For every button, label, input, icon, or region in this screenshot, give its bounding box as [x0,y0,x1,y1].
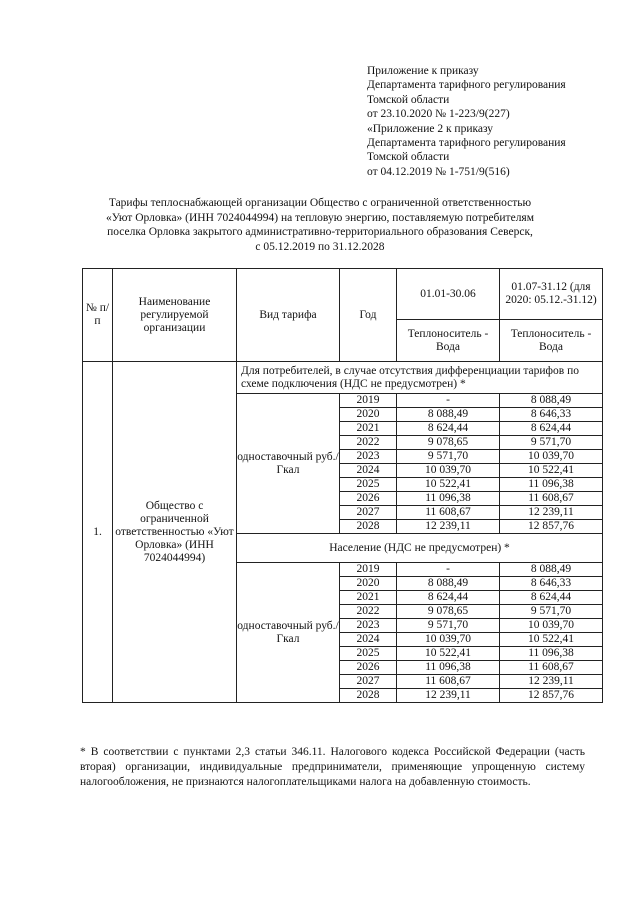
appendix-block [367,64,566,179]
tariff-h2-cell: 12 857,76 [500,520,603,534]
tariff-h2-cell: 11 608,67 [500,661,603,675]
tariff-h1-cell: 10 522,41 [397,478,500,492]
appendix-line: Томской области [367,151,450,164]
tariff-h1-cell: 10 039,70 [397,464,500,478]
year-cell: 2020 [340,577,397,591]
tariff-h2-cell: 10 522,41 [500,633,603,647]
appendix-line: от 04.12.2019 № 1-751/9(516) [367,165,510,178]
tariff-h1-cell: 12 239,11 [397,520,500,534]
tariff-h2-cell: 10 522,41 [500,464,603,478]
tariff-h2-cell: 8 088,49 [500,563,603,577]
header-carrier-2: Теплоноситель - Вода [500,320,603,362]
section-heading-row [83,362,603,394]
tariff-h2-cell: 8 624,44 [500,422,603,436]
tariff-h1-cell: 11 096,38 [397,661,500,675]
year-cell: 2022 [340,436,397,450]
tariff-h1-cell: 11 608,67 [397,506,500,520]
year-cell: 2019 [340,394,397,408]
appendix-line: Томской области [367,93,450,106]
appendix-line: «Приложение 2 к приказу [367,122,494,135]
tariff-h1-cell: 8 088,49 [397,408,500,422]
year-cell: 2023 [340,619,397,633]
year-cell: 2025 [340,647,397,661]
tariff-h2-cell: 12 239,11 [500,675,603,689]
tariff-h2-cell: 8 646,33 [500,408,603,422]
header-organization: Наименование регулируемой организации [113,269,237,362]
title-line: поселка Орловка закрытого административно-территориального образования Северск, [107,226,533,239]
tariff-h1-cell: 11 608,67 [397,675,500,689]
document-title [90,196,550,254]
tariff-h2-cell: 8 088,49 [500,394,603,408]
tariff-type: одноставочный руб./Гкал [237,563,340,703]
year-cell: 2021 [340,422,397,436]
year-cell: 2028 [340,689,397,703]
title-line: «Уют Орловка» (ИНН 7024044994) на тепловую энергию, поставляемую потребителям [105,211,534,224]
tariff-h2-cell: 9 571,70 [500,605,603,619]
tariff-type: одноставочный руб./Гкал [237,394,340,534]
header-period-1: 01.01-30.06 [397,269,500,320]
year-cell: 2026 [340,492,397,506]
appendix-line: от 23.10.2020 № 1-223/9(227) [367,108,510,121]
year-cell: 2022 [340,605,397,619]
tariff-h2-cell: 11 608,67 [500,492,603,506]
year-cell: 2028 [340,520,397,534]
year-cell: 2020 [340,408,397,422]
year-cell: 2025 [340,478,397,492]
year-cell: 2024 [340,464,397,478]
year-cell: 2027 [340,675,397,689]
footnote: * В соответствии с пунктами 2,3 статьи 346.11. Налогового кодекса Российской Федерации (часть вторая) организации, индивидуальные предприниматели, применяющие упрощенную систему налогообложения, не признаются налогоплательщиками налога на добавленную стоимость. [80,746,585,789]
year-cell: 2021 [340,591,397,605]
tariff-h1-cell: 10 039,70 [397,633,500,647]
tariff-h1-cell: 9 078,65 [397,436,500,450]
tariff-h1-cell: - [397,394,500,408]
tariff-h2-cell: 12 239,11 [500,506,603,520]
year-cell: 2019 [340,563,397,577]
section-heading: Для потребителей, в случае отсутствия дифференциации тарифов по схеме подключения (НДС не предусмотрен) * [237,362,603,394]
tariff-h1-cell: 9 078,65 [397,605,500,619]
header-carrier-1: Теплоноситель - Вода [397,320,500,362]
tariff-h1-cell: - [397,563,500,577]
tariff-h2-cell: 8 646,33 [500,577,603,591]
year-cell: 2023 [340,450,397,464]
tariff-h2-cell: 9 571,70 [500,436,603,450]
tariff-h2-cell: 10 039,70 [500,450,603,464]
header-number: № п/п [83,269,113,362]
tariff-h1-cell: 10 522,41 [397,647,500,661]
row-number: 1. [83,362,113,703]
organization-name: Общество с ограниченной ответственностью «Уют Орловка» (ИНН 7024044994) [113,362,237,703]
tariff-h2-cell: 12 857,76 [500,689,603,703]
header-year: Год [340,269,397,362]
tariff-h1-cell: 12 239,11 [397,689,500,703]
tariff-h1-cell: 9 571,70 [397,450,500,464]
year-cell: 2026 [340,661,397,675]
tariff-h2-cell: 11 096,38 [500,478,603,492]
appendix-line: Департамента тарифного регулирования [367,137,566,150]
section-heading: Население (НДС не предусмотрен) * [237,534,603,563]
tariff-h1-cell: 8 088,49 [397,577,500,591]
tariff-table [82,268,603,703]
tariff-h2-cell: 11 096,38 [500,647,603,661]
tariff-h2-cell: 10 039,70 [500,619,603,633]
year-cell: 2027 [340,506,397,520]
title-line: с 05.12.2019 по 31.12.2028 [255,240,385,253]
tariff-h1-cell: 11 096,38 [397,492,500,506]
appendix-line: Департамента тарифного регулирования [367,79,566,92]
tariff-h1-cell: 8 624,44 [397,591,500,605]
title-line: Тарифы теплоснабжающей организации Общество с ограниченной ответственностью [108,197,532,209]
header-tariff-type: Вид тарифа [237,269,340,362]
tariff-h1-cell: 8 624,44 [397,422,500,436]
appendix-line: Приложение к приказу [367,65,479,77]
year-cell: 2024 [340,633,397,647]
header-period-2: 01.07-31.12 (для 2020: 05.12.-31.12) [500,269,603,320]
tariff-h2-cell: 8 624,44 [500,591,603,605]
tariff-h1-cell: 9 571,70 [397,619,500,633]
